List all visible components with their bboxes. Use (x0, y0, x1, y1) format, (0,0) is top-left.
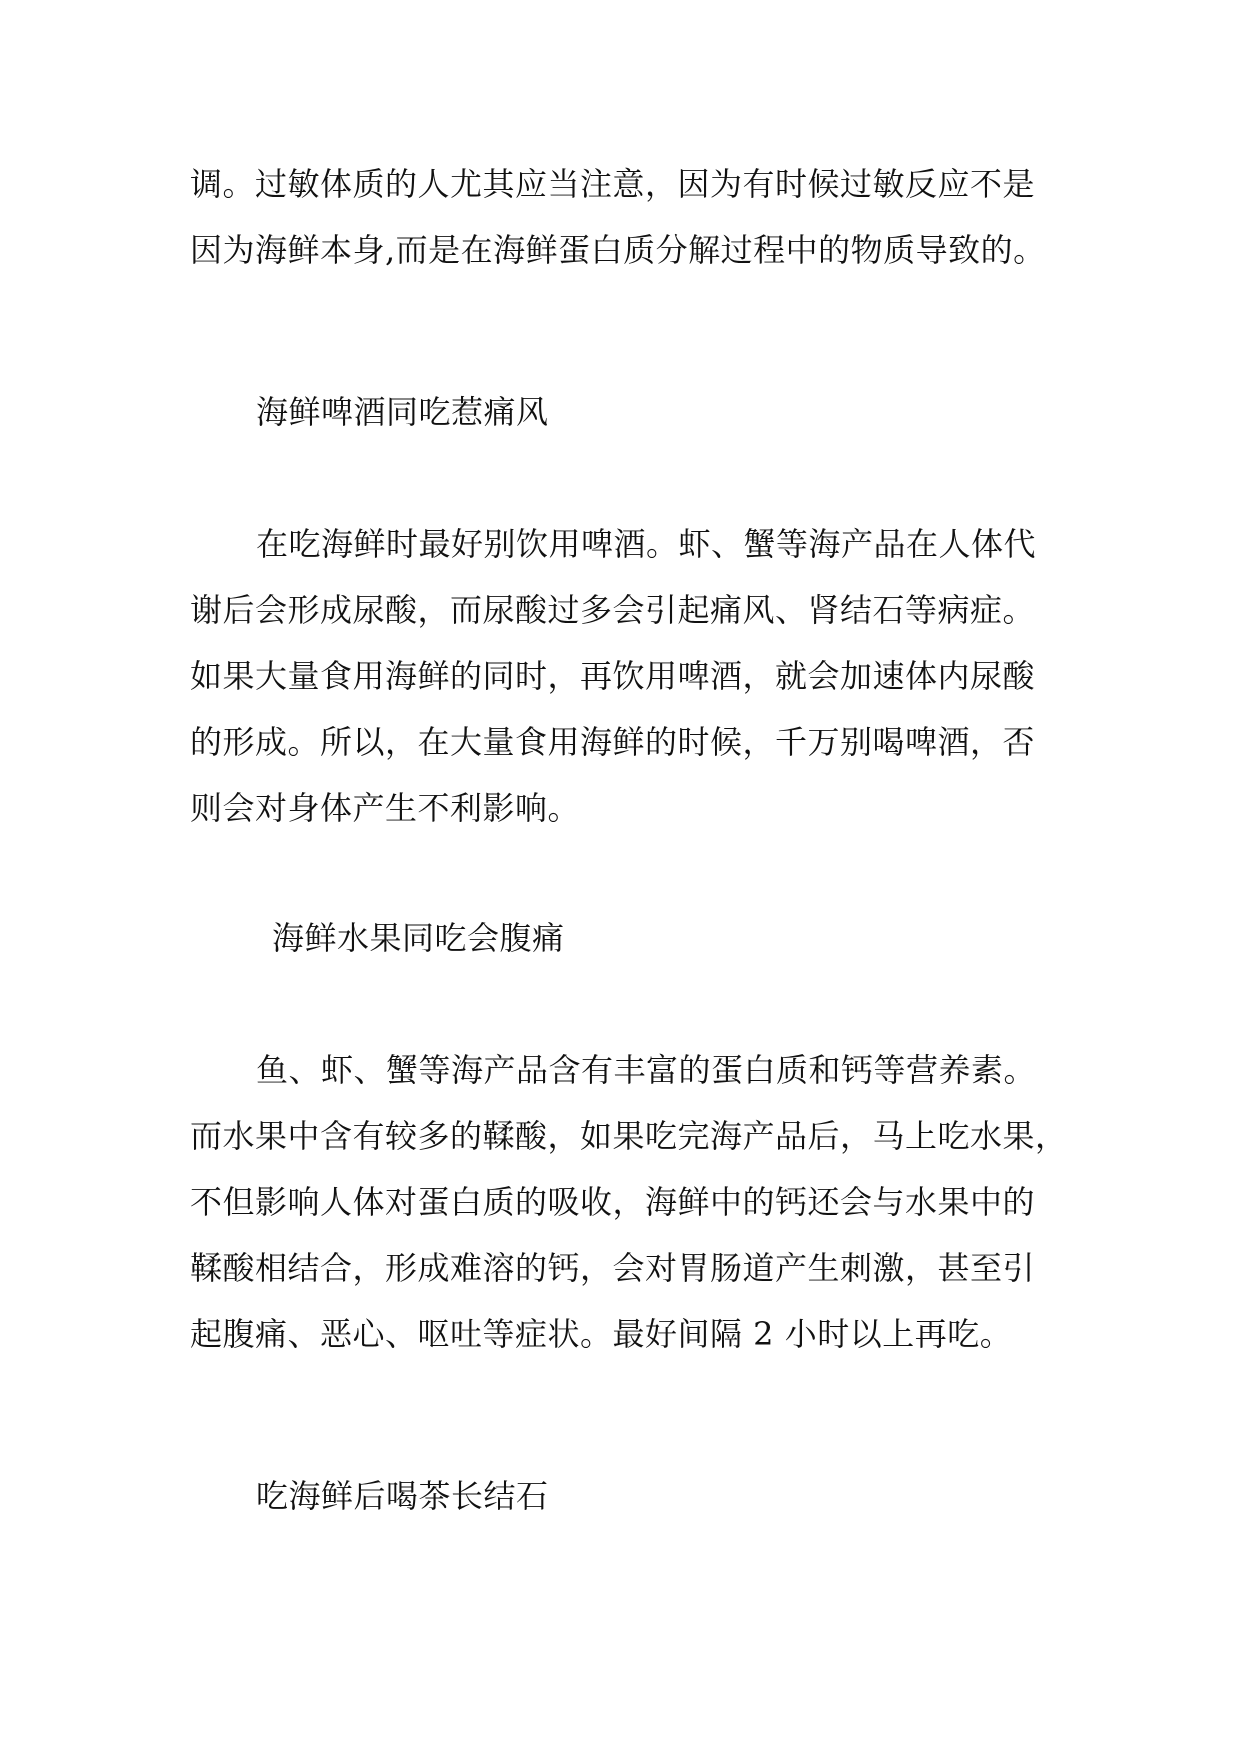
paragraph-line: 在吃海鲜时最好别饮用啤酒。虾、蟹等海产品在人体代 (256, 525, 1037, 563)
paragraph-line: 则会对身体产生不利影响。 (190, 789, 581, 827)
paragraph-line: 调。过敏体质的人尤其应当注意，因为有时候过敏反应不是 (190, 165, 1036, 203)
paragraph-line: 如果大量食用海鲜的同时，再饮用啤酒，就会加速体内尿酸 (190, 657, 1036, 695)
section-heading-beer: 海鲜啤酒同吃惹痛风 (256, 393, 549, 431)
paragraph-line: 的形成。所以，在大量食用海鲜的时候，千万别喝啤酒，否 (190, 723, 1036, 761)
section-heading-tea: 吃海鲜后喝茶长结石 (256, 1477, 549, 1515)
paragraph-line: 不但影响人体对蛋白质的吸收，海鲜中的钙还会与水果中的 (190, 1183, 1036, 1221)
paragraph-line: 谢后会形成尿酸，而尿酸过多会引起痛风、肾结石等病症。 (190, 591, 1036, 629)
paragraph-line: 而水果中含有较多的鞣酸，如果吃完海产品后，马上吃水果， (190, 1117, 1068, 1155)
paragraph-line: 鱼、虾、蟹等海产品含有丰富的蛋白质和钙等营养素。 (256, 1051, 1037, 1089)
paragraph-line: 起腹痛、恶心、呕吐等症状。最好间隔 2 小时以上再吃。 (190, 1315, 1013, 1353)
section-heading-fruit: 海鲜水果同吃会腹痛 (272, 919, 565, 957)
paragraph-line: 因为海鲜本身,而是在海鲜蛋白质分解过程中的物质导致的。 (190, 231, 1046, 269)
paragraph-line: 鞣酸相结合，形成难溶的钙，会对胃肠道产生刺激，甚至引 (190, 1249, 1036, 1287)
